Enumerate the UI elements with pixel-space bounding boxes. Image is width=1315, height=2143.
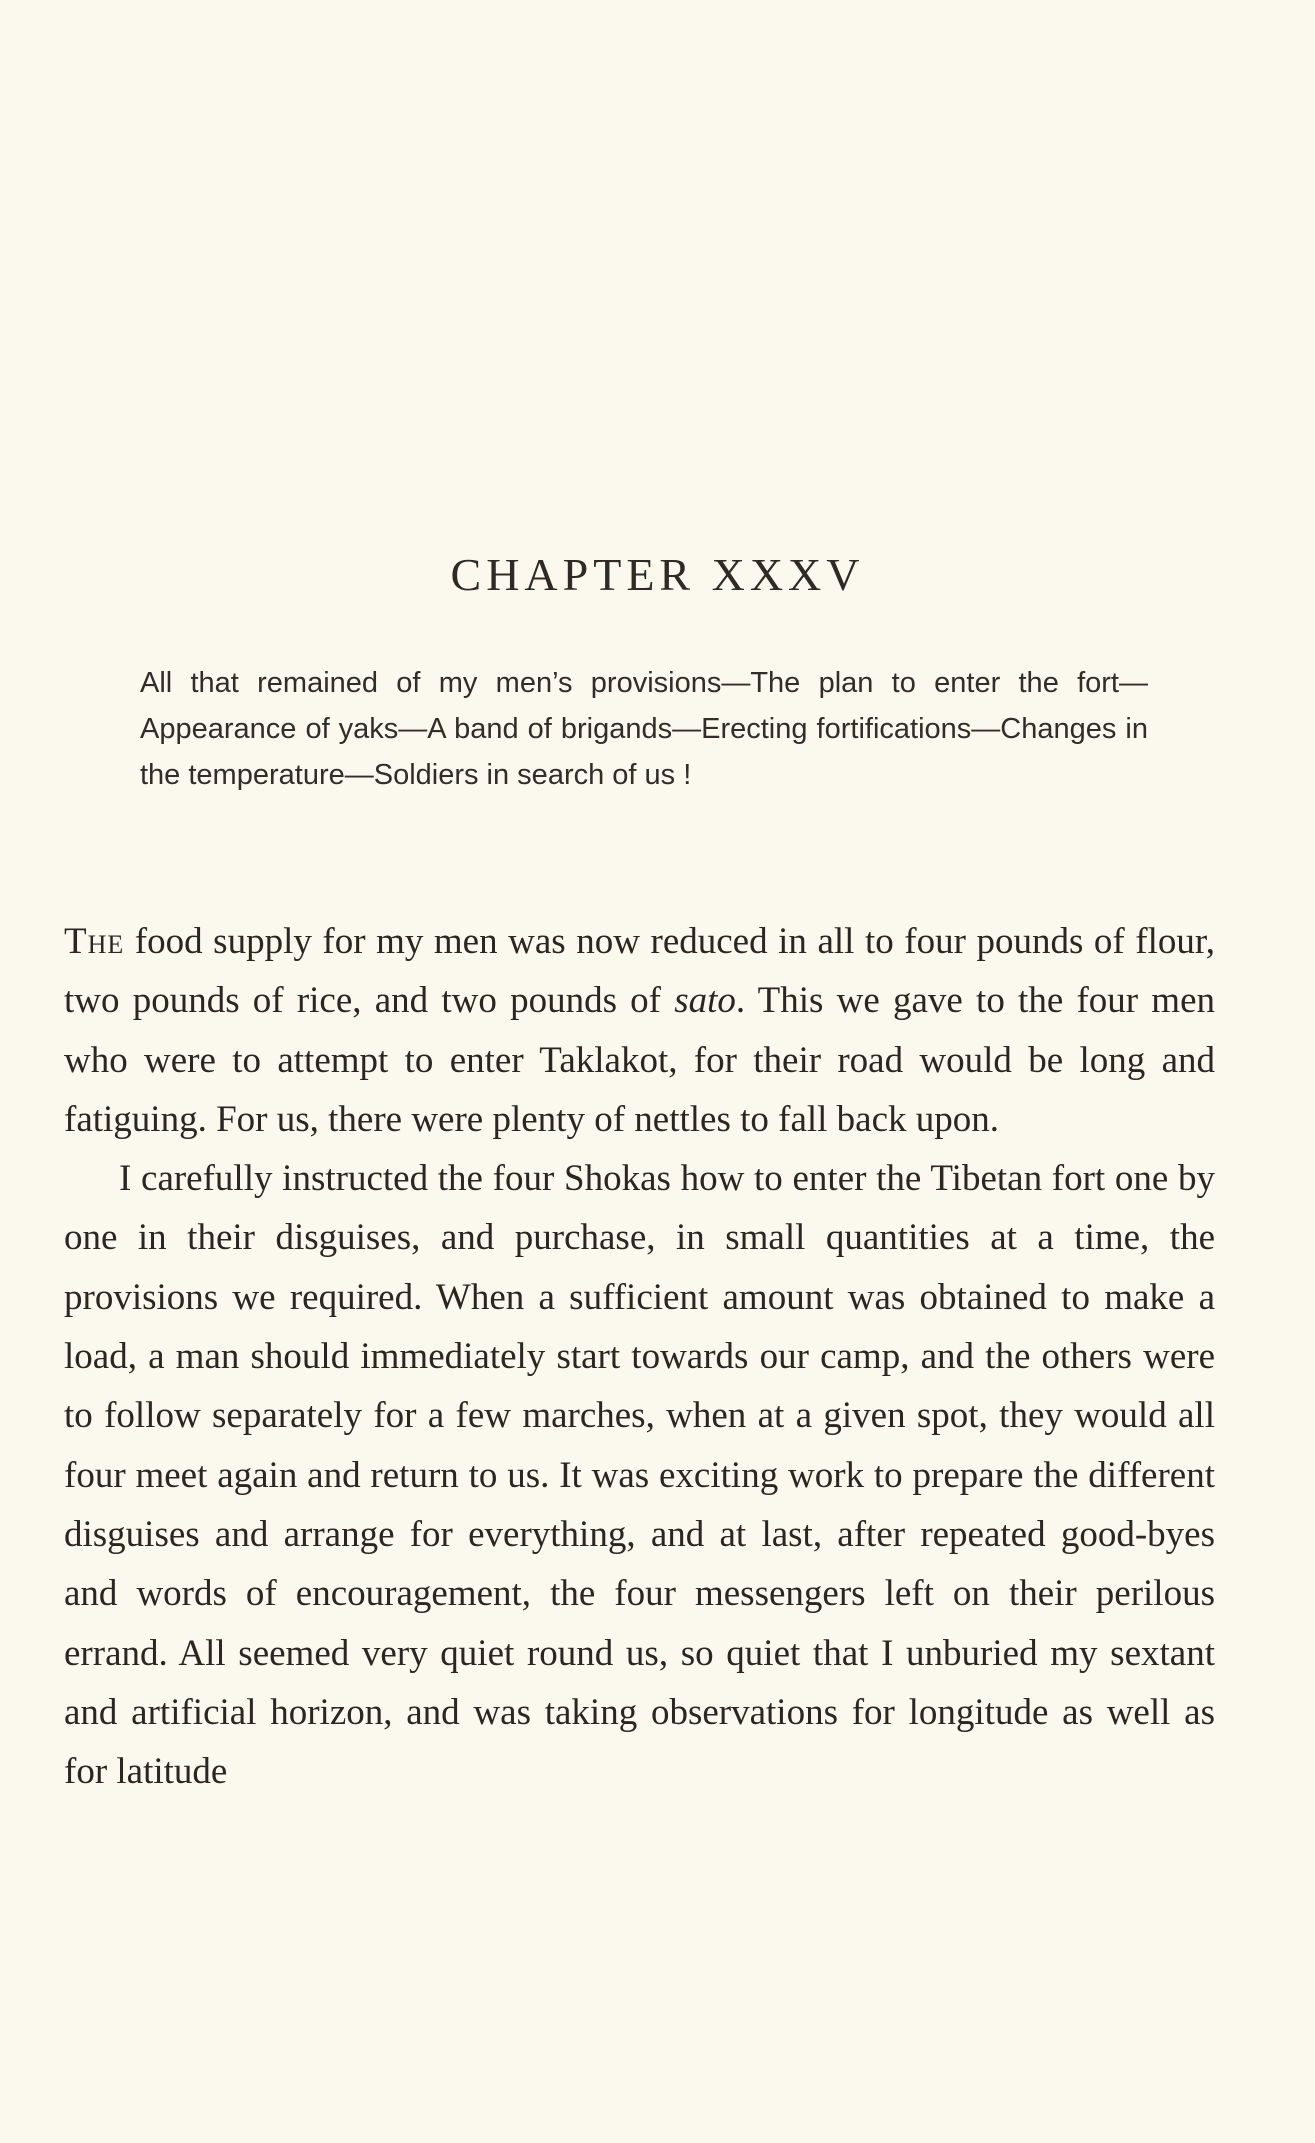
paragraph-2: I carefully instructed the four Shokas how to enter the Tibetan fort one by one in their disguises, and purchase, in small quantities at a time, the provisions we required. When a sufficient amount was obtained to make a load, a man should immediately start towards our camp, and the others were to follow separately for a few marches, when at a given spot, they would all four meet again and return to us. It was exciting work to prepare the different disguises and arrange for everything, and at last, after repeated good-byes and words of encouragement, the four messengers left on their perilous errand. All seemed very quiet round us, so quiet that I unburied my sextant and artificial horizon, and was taking observations for longitude as well as for latitude	[64, 1158, 1215, 1793]
paragraph-1	[64, 912, 1215, 1149]
chapter-body	[64, 912, 1215, 1801]
paragraph-1-text-b: . This we gave to the four men who were to attempt to enter Taklakot, for their road would be long and fatiguing. For us, there were plenty of nettles to fall back upon.	[64, 980, 1215, 1140]
paragraph-1-text-a: food supply for my men was now reduced in all to four pounds of flour, two pounds of rice, and two pounds of	[64, 921, 1215, 1022]
chapter-title: CHAPTER XXXV	[450, 549, 865, 600]
paragraph-1-lead: The	[64, 921, 125, 962]
chapter-synopsis: All that remained of my men’s provisions—The plan to enter the fort—Appearance of yaks—A band of brigands—Erecting fortifications—Changes in the temperature—Soldiers in search of us !	[140, 667, 1148, 791]
paragraph-1-italic-word: sato	[674, 980, 736, 1022]
